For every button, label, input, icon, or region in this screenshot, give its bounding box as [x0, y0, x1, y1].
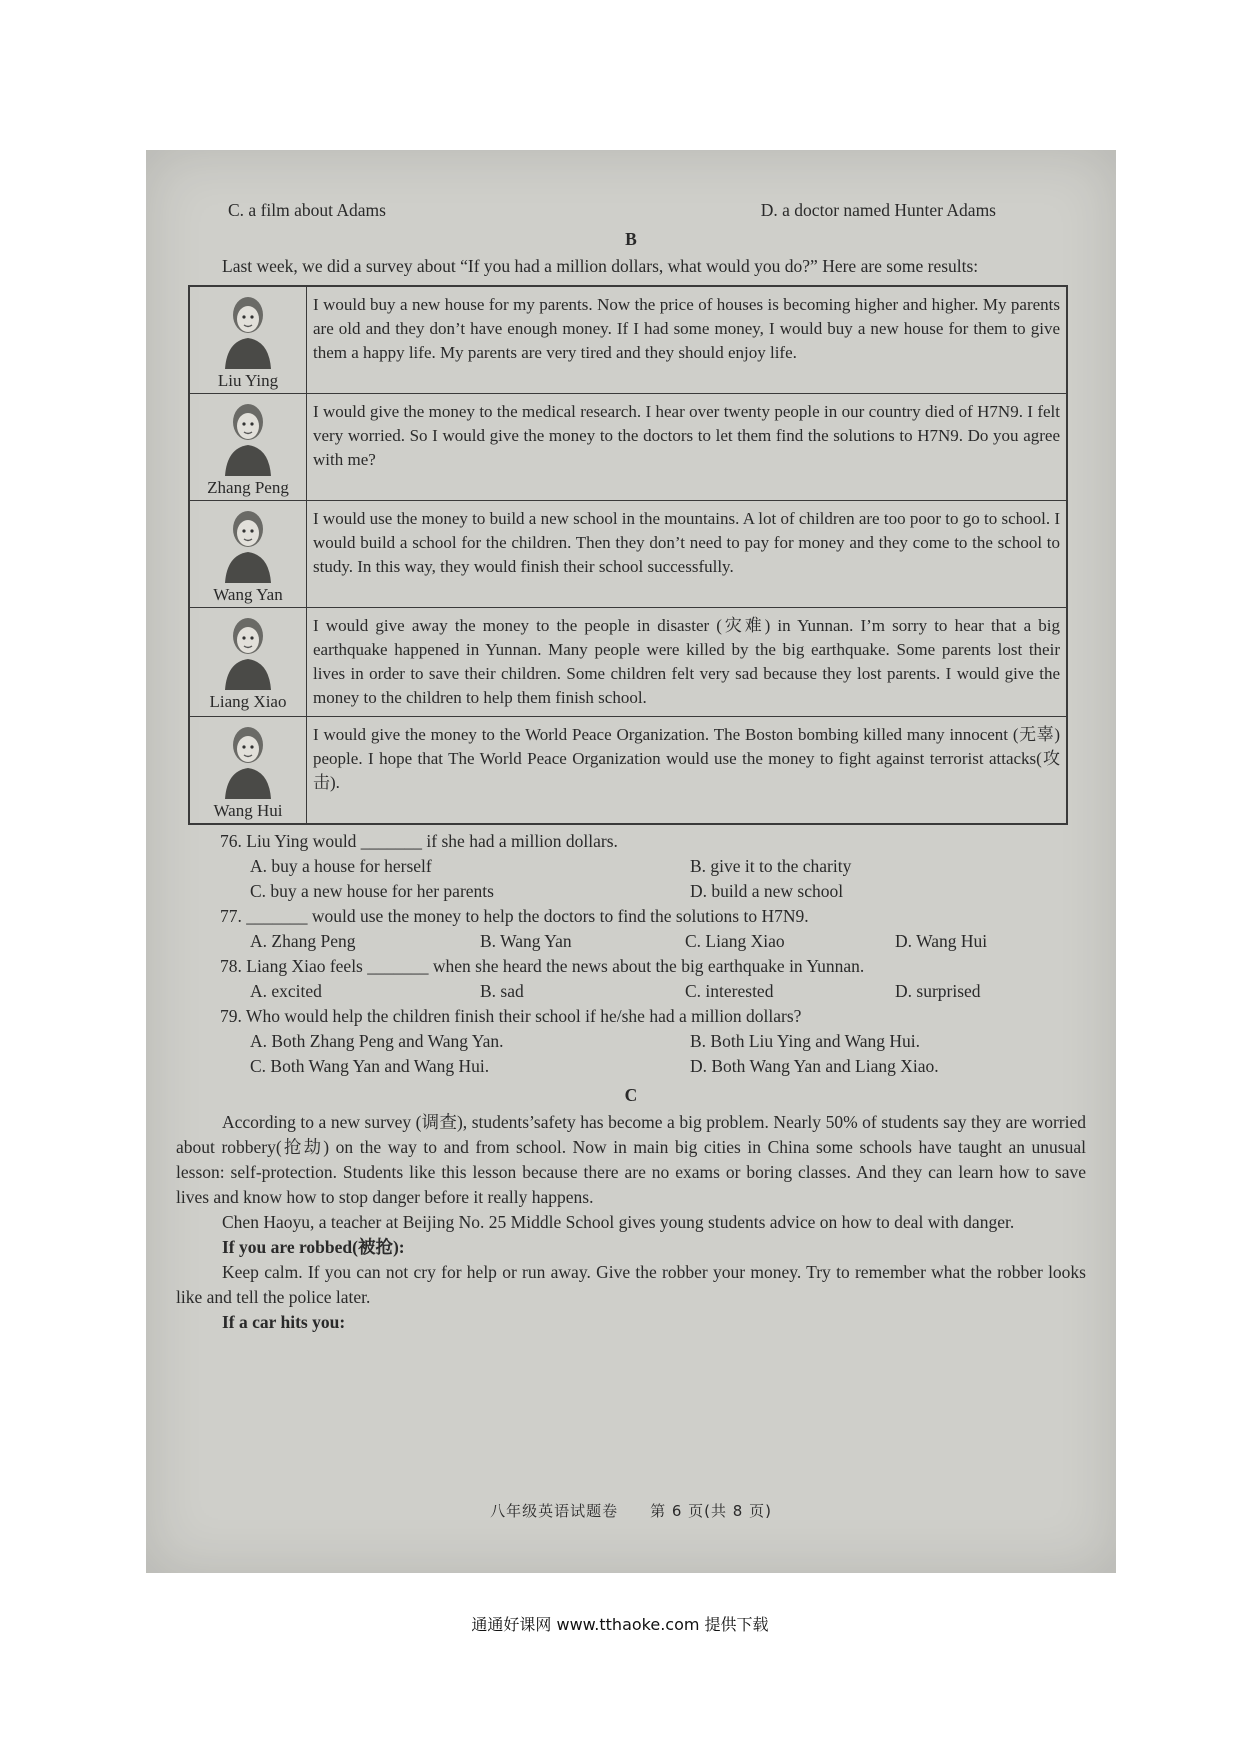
portrait-cell [189, 394, 307, 501]
answer-option: C. interested [685, 981, 774, 1001]
answer-option: B. Wang Yan [480, 931, 572, 951]
question-options [176, 979, 1086, 1004]
section-c-paragraph-2: Chen Haoyu, a teacher at Beijing No. 25 Middle School gives young students advice on how to deal with danger. [222, 1212, 1015, 1232]
person-portrait-icon [213, 505, 283, 583]
answer-option: B. sad [480, 981, 524, 1001]
person-portrait-icon [213, 612, 283, 690]
person-name: Wang Hui [213, 801, 283, 820]
survey-row [189, 501, 1067, 608]
response-text: I would use the money to build a new school in the mountains. A lot of children are too poor to go to school. I would build a school for the children. Then they don’t need to pay for money and they come to the school to study. In this way, they would finish their school successfully. [307, 501, 1068, 608]
answer-option: C. Liang Xiao [685, 931, 785, 951]
person-name: Wang Yan [213, 585, 283, 604]
answer-option: A. Both Zhang Peng and Wang Yan. [250, 1031, 504, 1051]
answer-option: A. excited [250, 981, 322, 1001]
person-name: Liang Xiao [209, 692, 287, 711]
question-options [176, 854, 1086, 904]
survey-table [188, 285, 1068, 825]
portrait-cell [189, 286, 307, 394]
question-options [176, 929, 1086, 954]
survey-row [189, 717, 1067, 825]
survey-row [189, 394, 1067, 501]
section-b-label: B [625, 229, 637, 249]
answer-option: C. Both Wang Yan and Wang Hui. [250, 1056, 490, 1076]
option-c: C. a film about Adams [228, 200, 386, 220]
section-c-label: C [624, 1085, 638, 1105]
answer-option: D. Both Wang Yan and Liang Xiao. [690, 1056, 939, 1076]
response-text: I would give the money to the World Peace Organization. The Boston bombing killed many innocent (无辜) people. I hope that The World Peace Organization would use the money to fight against terrorist attacks(攻击). [307, 717, 1068, 825]
portrait-cell [189, 717, 307, 825]
person-name: Zhang Peng [207, 478, 289, 497]
exam-page-photo [146, 150, 1116, 1573]
portrait-cell [189, 608, 307, 717]
response-text: I would buy a new house for my parents. Now the price of houses is becoming higher and higher. My parents are old and they don’t have enough money. If I had some money, I would buy a new house for them to give them a happy life. My parents are very tired and they should enjoy life. [307, 286, 1068, 394]
question-stem: 79. Who would help the children finish their school if he/she had a million dollars? [220, 1006, 802, 1026]
page-content [176, 198, 1086, 1335]
answer-option: B. give it to the charity [690, 856, 852, 876]
person-portrait-icon [213, 398, 283, 476]
answer-option: D. Wang Hui [895, 931, 988, 951]
question-options [176, 1029, 1086, 1079]
section-b-intro: Last week, we did a survey about “If you had a million dollars, what would you do?” Here are some results: [222, 256, 979, 276]
section-c-paragraph-3: Keep calm. If you can not cry for help or run away. Give the robber your money. Try to remember what the robber looks like and tell the police later. [176, 1262, 1086, 1307]
response-text: I would give away the money to the people in disaster (灾难) in Yunnan. I’m sorry to hear that a big earthquake happened in Yunnan. Many people were killed by the big earthquake. Some parents lost their lives in order to save their children. Some children felt very sad because they lost parents. I would give the money to the children to help them finish school. [307, 608, 1068, 717]
question-stem: 78. Liang Xiao feels _______ when she heard the news about the big earthquake in Yunnan. [220, 956, 865, 976]
answer-option: B. Both Liu Ying and Wang Hui. [690, 1031, 920, 1051]
section-c-heading-car: If a car hits you: [222, 1312, 346, 1332]
section-c-heading-robbed: If you are robbed(被抢): [222, 1237, 405, 1257]
person-name: Liu Ying [217, 371, 279, 390]
page-footer: 八年级英语试题卷 第 6 页(共 8 页) [490, 1502, 772, 1520]
person-portrait-icon [213, 721, 283, 799]
person-portrait-icon [213, 291, 283, 369]
answer-option: A. Zhang Peng [250, 931, 356, 951]
portrait-cell [189, 501, 307, 608]
answer-option: C. buy a new house for her parents [250, 881, 494, 901]
download-credit: 通通好课网 www.tthaoke.com 提供下载 [471, 1615, 769, 1634]
survey-row [189, 286, 1067, 394]
question-stem: 77. _______ would use the money to help the doctors to find the solutions to H7N9. [220, 906, 809, 926]
questions [176, 829, 1086, 1079]
survey-row [189, 608, 1067, 717]
previous-question-options [176, 198, 1086, 223]
section-c-paragraph-1: According to a new survey (调查), students’safety has become a big problem. Nearly 50% of students say they are worried about robbery(抢劫) on the way to and from school. Now in main big cities in China some schools have taught an unusual lesson: self-protection. Students like this lesson because there are no exams or boring classes. And they can learn how to save lives and know how to stop danger before it really happens. [176, 1112, 1086, 1207]
answer-option: D. build a new school [690, 881, 844, 901]
response-text: I would give the money to the medical research. I hear over twenty people in our country died of H7N9. I felt very worried. So I would give the money to the doctors to let them find the solutions to H7N9. Do you agree with me? [307, 394, 1068, 501]
question-stem: 76. Liu Ying would _______ if she had a million dollars. [220, 831, 618, 851]
answer-option: A. buy a house for herself [250, 856, 432, 876]
answer-option: D. surprised [895, 981, 981, 1001]
option-d: D. a doctor named Hunter Adams [760, 200, 996, 220]
